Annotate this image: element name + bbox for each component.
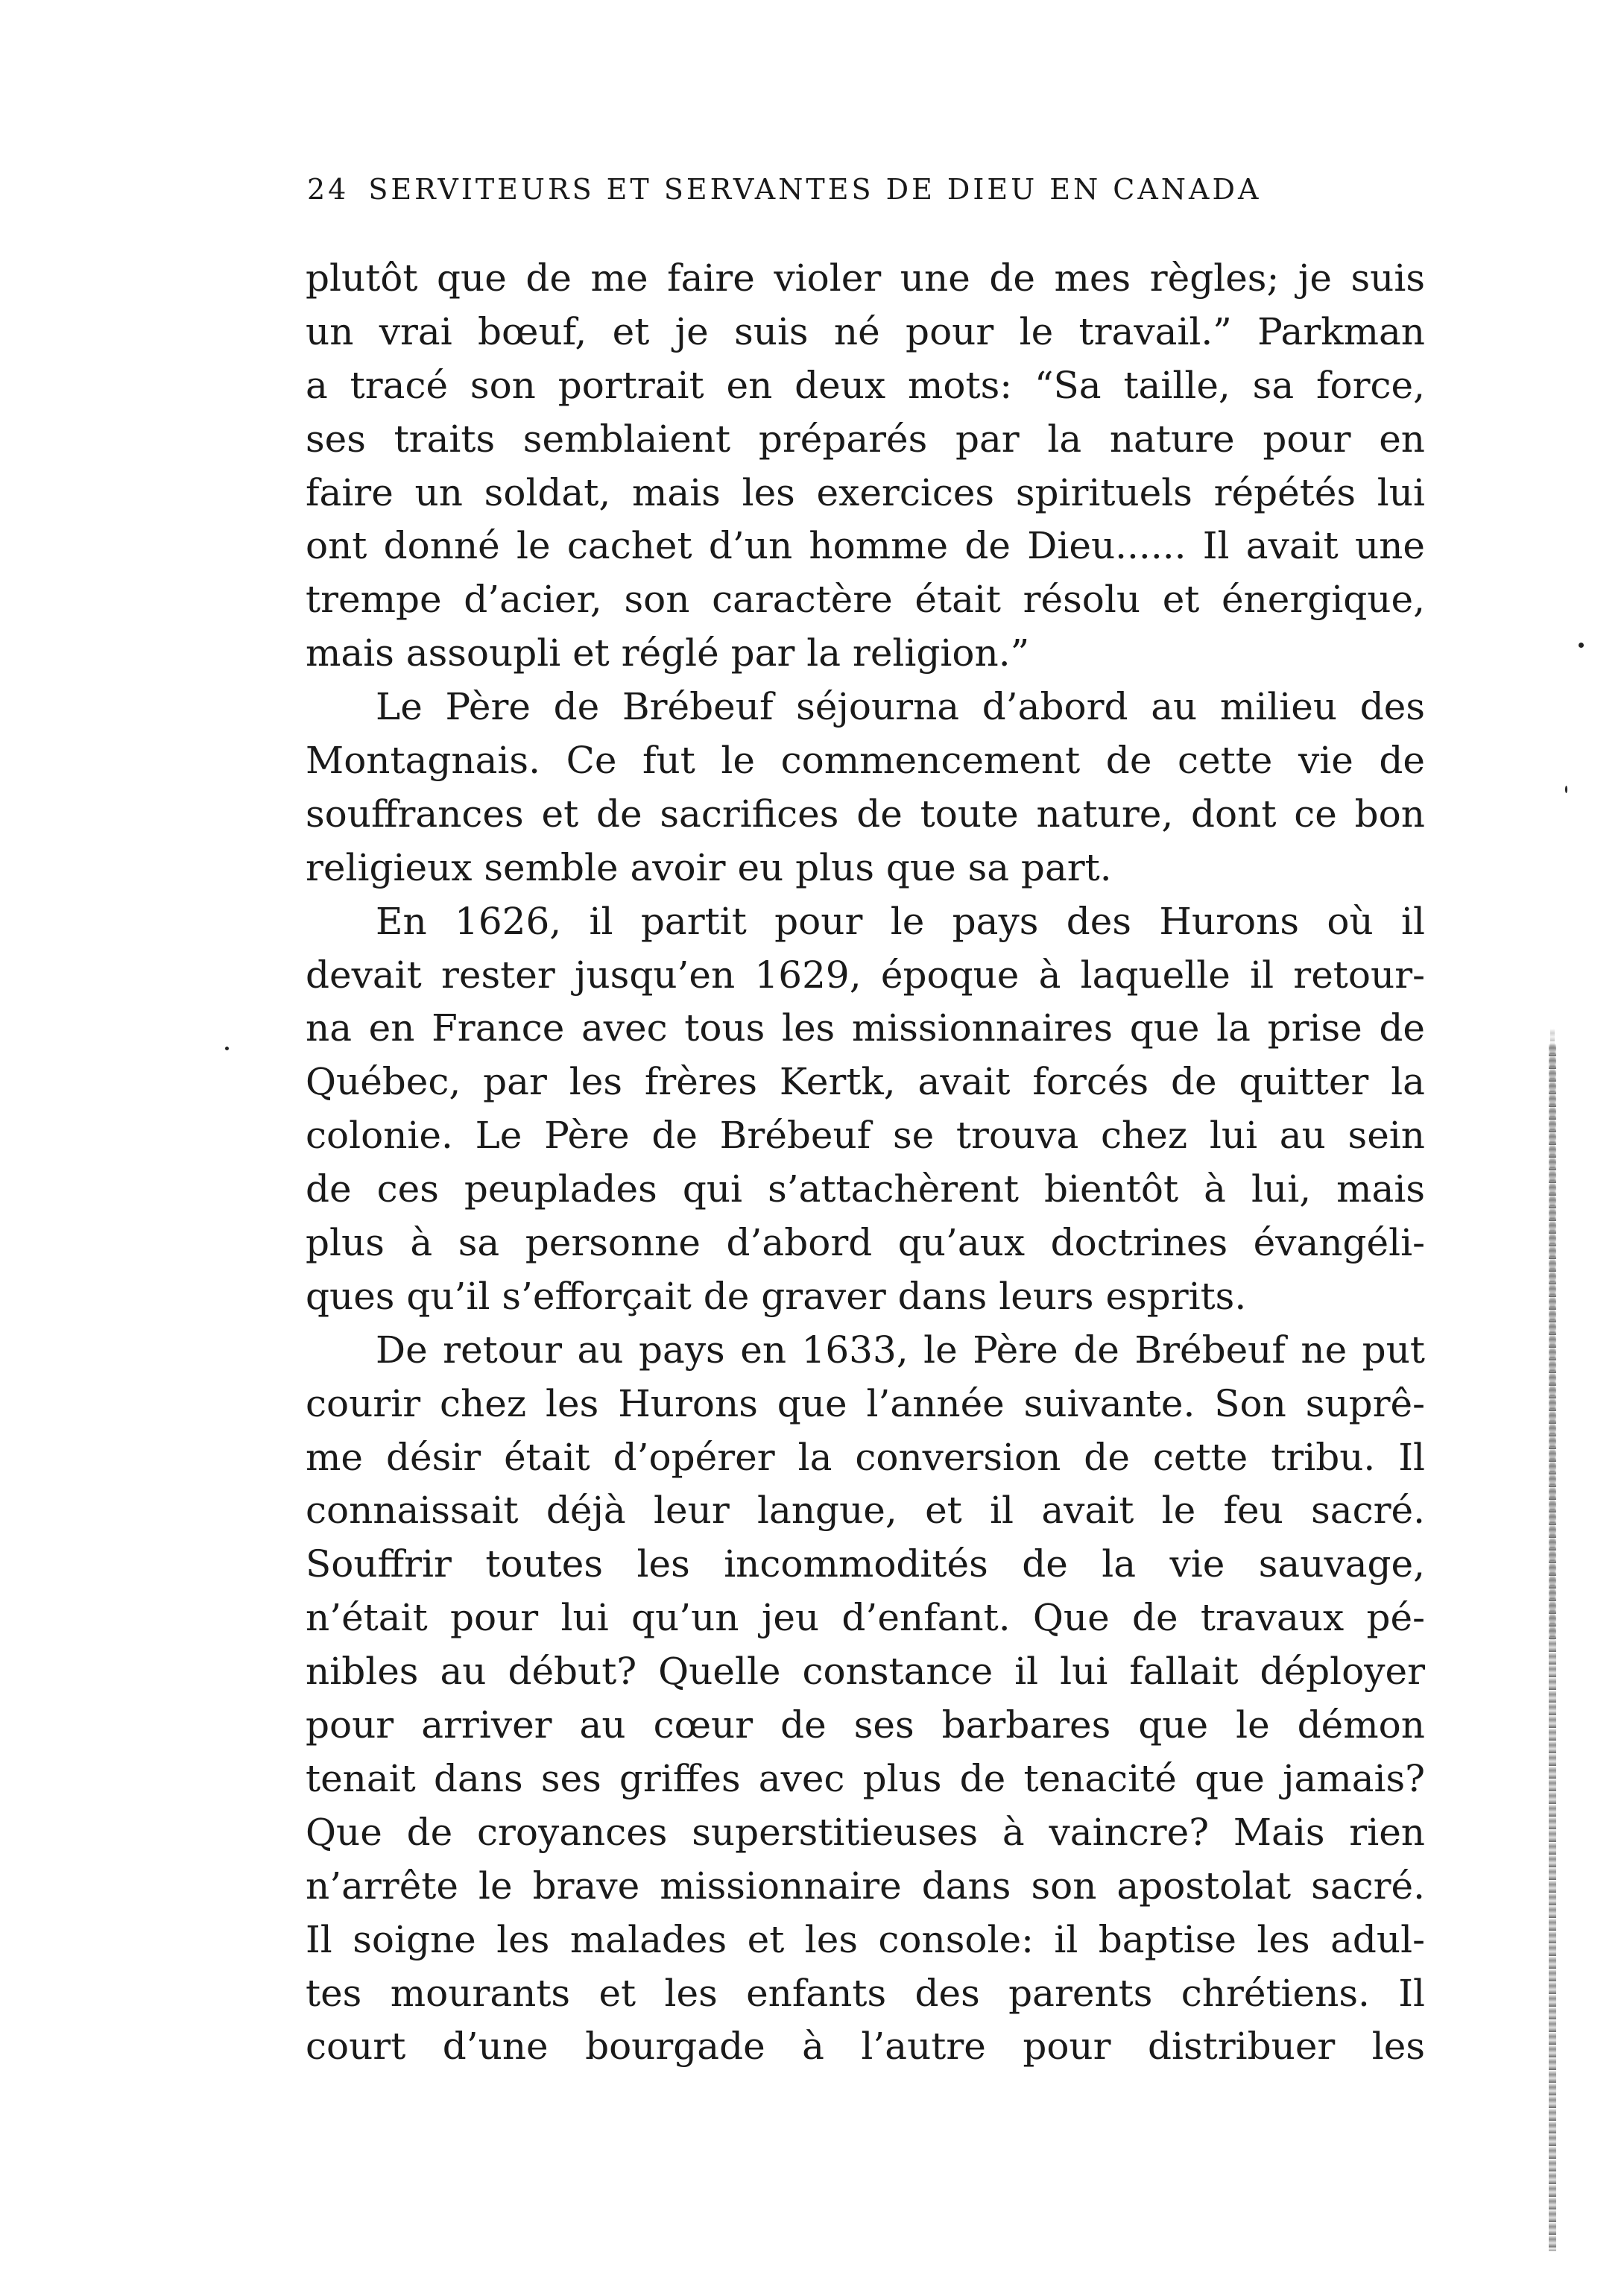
text-line: court d’une bourgade à l’autre pour distribuer les — [306, 2025, 1425, 2069]
text-line: connaissait déjà leur langue, et il avait le feu sacré. — [306, 1489, 1425, 1533]
text-line: ses traits semblaient préparés par la nature pour en — [306, 417, 1425, 461]
text-line: colonie. Le Père de Brébeuf se trouva chez lui au sein — [306, 1114, 1425, 1158]
text-line: devait rester jusqu’en 1629, époque à laquelle il retour- — [306, 953, 1425, 997]
text-line: souffrances et de sacrifices de toute nature, dont ce bon — [306, 792, 1425, 836]
text-line: plus à sa personne d’abord qu’aux doctrines évangéli- — [306, 1221, 1425, 1265]
text-line: na en France avec tous les missionnaires que la prise de — [306, 1006, 1425, 1050]
text-line: Il soigne les malades et les console: il baptise les adul- — [306, 1917, 1425, 1961]
text-line: n’était pour lui qu’un jeu d’enfant. Que de travaux pé- — [306, 1596, 1425, 1640]
body-text — [306, 252, 1425, 2074]
text-line: Que de croyances superstitieuses à vaincre? Mais rien — [306, 1810, 1425, 1854]
text-line: courir chez les Hurons que l’année suivante. Son suprê- — [306, 1381, 1425, 1425]
scan-speck — [225, 1047, 229, 1050]
text-line: ont donné le cachet d’un homme de Dieu...... Il avait une — [306, 524, 1425, 568]
text-line: pour arriver au cœur de ses barbares que le démon — [306, 1703, 1425, 1747]
running-title: SERVITEURS ET SERVANTES DE DIEU EN CANADA — [368, 173, 1262, 206]
text-line: nibles au début? Quelle constance il lui fallait déployer — [306, 1650, 1425, 1694]
text-line: ques qu’il s’efforçait de graver dans leurs esprits. — [306, 1274, 1247, 1318]
text-line: un vrai bœuf, et je suis né pour le travail.” Parkman — [306, 309, 1425, 353]
text-line: mais assoupli et réglé par la religion.” — [306, 631, 1030, 675]
scan-speck — [1565, 786, 1567, 793]
text-line: n’arrête le brave missionnaire dans son apostolat sacré. — [306, 1864, 1425, 1908]
text-line: tenait dans ses griffes avec plus de tenacité que jamais? — [306, 1756, 1425, 1800]
text-line: me désir était d’opérer la conversion de cette tribu. Il — [306, 1435, 1425, 1479]
scan-speck — [1579, 643, 1584, 648]
text-line: Souffrir toutes les incommodités de la vie sauvage, — [306, 1542, 1425, 1586]
text-line: de ces peuplades qui s’attachèrent bientôt à lui, mais — [306, 1167, 1425, 1211]
text-line: Montagnais. Ce fut le commencement de cette vie de — [306, 739, 1425, 783]
text-line: a tracé son portrait en deux mots: “Sa taille, sa force, — [306, 363, 1425, 407]
running-head — [307, 173, 1425, 206]
text-line: tes mourants et les enfants des parents chrétiens. Il — [306, 1971, 1425, 2015]
scan-gutter-shadow — [1549, 1044, 1556, 2251]
page-number: 24 — [307, 173, 350, 206]
paragraph-start-line: En 1626, il partit pour le pays des Hurons où il — [376, 899, 1425, 943]
text-line: Québec, par les frères Kertk, avait forcés de quitter la — [306, 1060, 1425, 1104]
paragraph-start-line: Le Père de Brébeuf séjourna d’abord au milieu des — [376, 685, 1425, 729]
text-line: faire un soldat, mais les exercices spirituels répétés lui — [306, 470, 1425, 514]
text-line: religieux semble avoir eu plus que sa part. — [306, 845, 1112, 889]
text-line: trempe d’acier, son caractère était résolu et énergique, — [306, 578, 1425, 622]
paragraph-start-line: De retour au pays en 1633, le Père de Brébeuf ne put — [376, 1328, 1425, 1372]
text-line: plutôt que de me faire violer une de mes règles; je suis — [306, 256, 1425, 300]
